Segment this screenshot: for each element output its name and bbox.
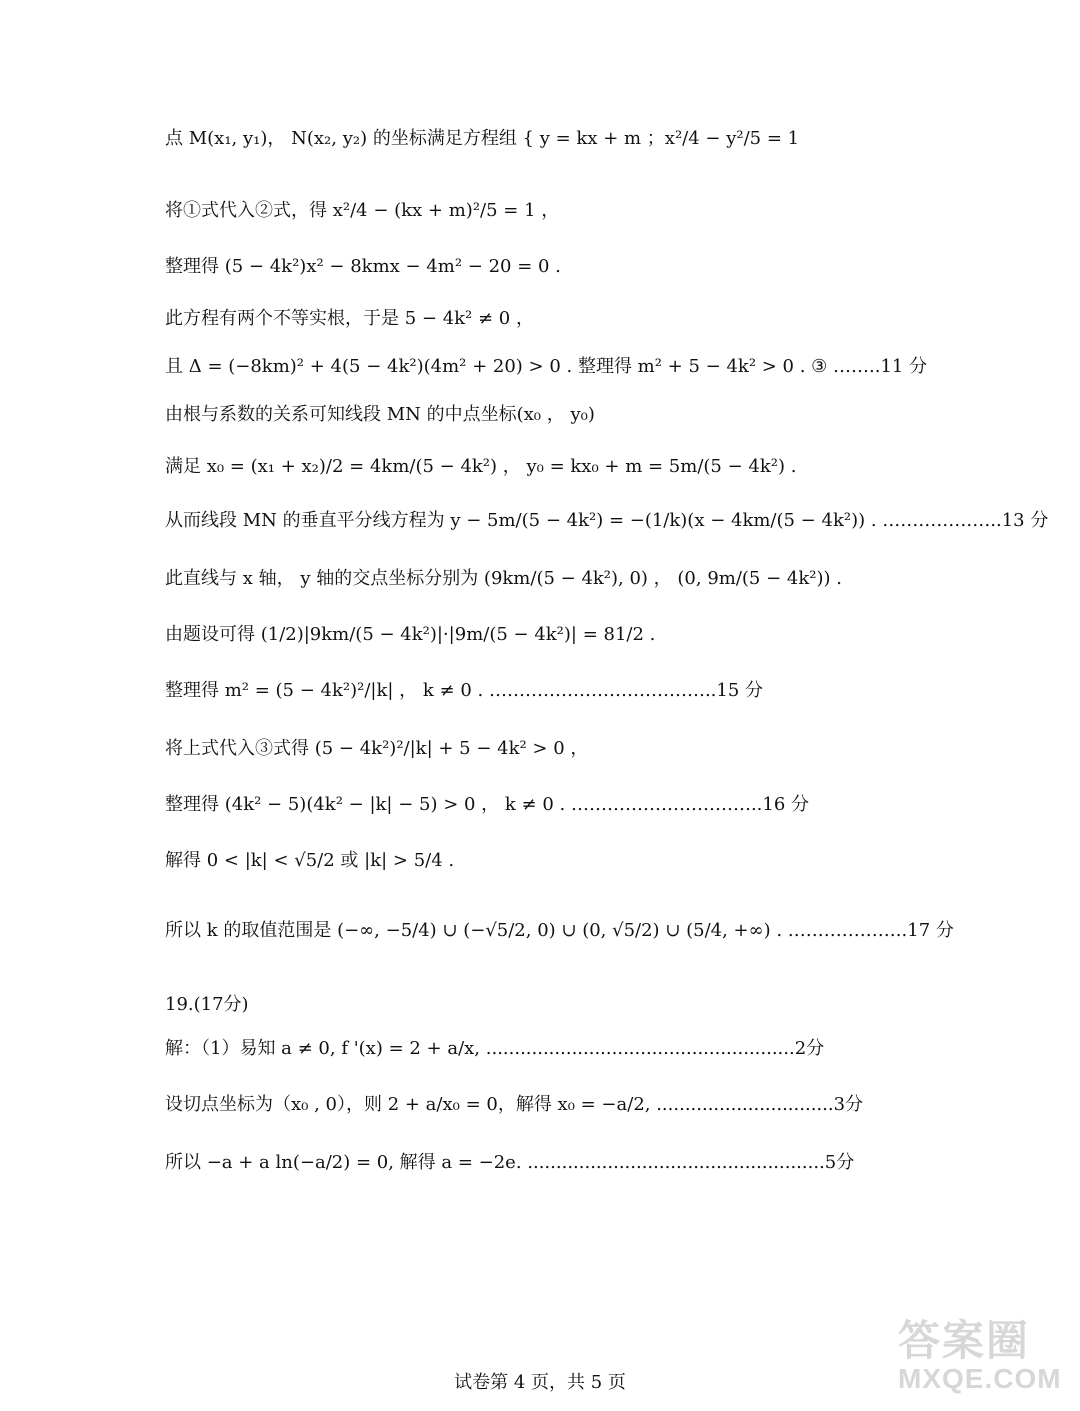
text-line: 解：（1）易知 a ≠ 0, f '(x) = 2 + a/x, ......................................................2分 — [165, 1038, 825, 1059]
text-line: 将上式代入③式得 (5 − 4k²)²/|k| + 5 − 4k² > 0 ， — [165, 738, 589, 759]
text-line: 此方程有两个不等实根，于是 5 − 4k² ≠ 0 ， — [165, 308, 534, 329]
text-line: 由题设可得 (1/2)|9km/(5 − 4k²)|·|9m/(5 − 4k²)| = 81/2 . — [165, 624, 656, 645]
text-line: 从而线段 MN 的垂直平分线方程为 y − 5m/(5 − 4k²) = −(1/k)(x − 4km/(5 − 4k²)) . ………………..13 分 — [165, 510, 1049, 531]
watermark-logo: 答案圈 MXQE.COM — [898, 1317, 1062, 1394]
text-line: 整理得 (5 − 4k²)x² − 8kmx − 4m² − 20 = 0 . — [165, 256, 561, 277]
text-line: 且 Δ = (−8km)² + 4(5 − 4k²)(4m² + 20) > 0 . 整理得 m² + 5 − 4k² > 0 . ③ ……..11 分 — [165, 356, 928, 377]
text-line: 解得 0 < |k| < √5/2 或 |k| > 5/4 . — [165, 850, 455, 871]
text-line: 整理得 m² = (5 − 4k²)²/|k| ， k ≠ 0 . ………………………………..15 分 — [165, 680, 764, 701]
text-line: 所以 k 的取值范围是 (−∞, −5/4) ∪ (−√5/2, 0) ∪ (0, √5/2) ∪ (5/4, +∞) . ………………..17 分 — [165, 920, 954, 941]
text-line: 满足 x₀ = (x₁ + x₂)/2 = 4km/(5 − 4k²) ， y₀ = kx₀ + m = 5m/(5 − 4k²) . — [165, 456, 797, 477]
text-line: 此直线与 x 轴， y 轴的交点坐标分别为 (9km/(5 − 4k²), 0) ， (0, 9m/(5 − 4k²)) . — [165, 568, 842, 589]
text-line: 由根与系数的关系可知线段 MN 的中点坐标(x₀ ， y₀) — [165, 404, 595, 425]
text-line: 所以 −a + a ln(−a/2) = 0, 解得 a = −2e. ....................................................5分 — [165, 1152, 855, 1173]
page-footer: 试卷第 4 页，共 5 页 — [454, 1372, 626, 1393]
section-heading: 19.(17分) — [165, 994, 249, 1015]
text-line: 整理得 (4k² − 5)(4k² − |k| − 5) > 0 ， k ≠ 0 . …………………………..16 分 — [165, 794, 810, 815]
text-line: 将①式代入②式，得 x²/4 − (kx + m)²/5 = 1 ， — [165, 200, 560, 221]
text-line: 点 M(x₁, y₁)， N(x₂, y₂) 的坐标满足方程组 { y = kx + m ；x²/4 − y²/5 = 1 — [165, 128, 800, 149]
text-line: 设切点坐标为（x₀ , 0），则 2 + a/x₀ = 0，解得 x₀ = −a/2, ...............................3分 — [165, 1094, 864, 1115]
